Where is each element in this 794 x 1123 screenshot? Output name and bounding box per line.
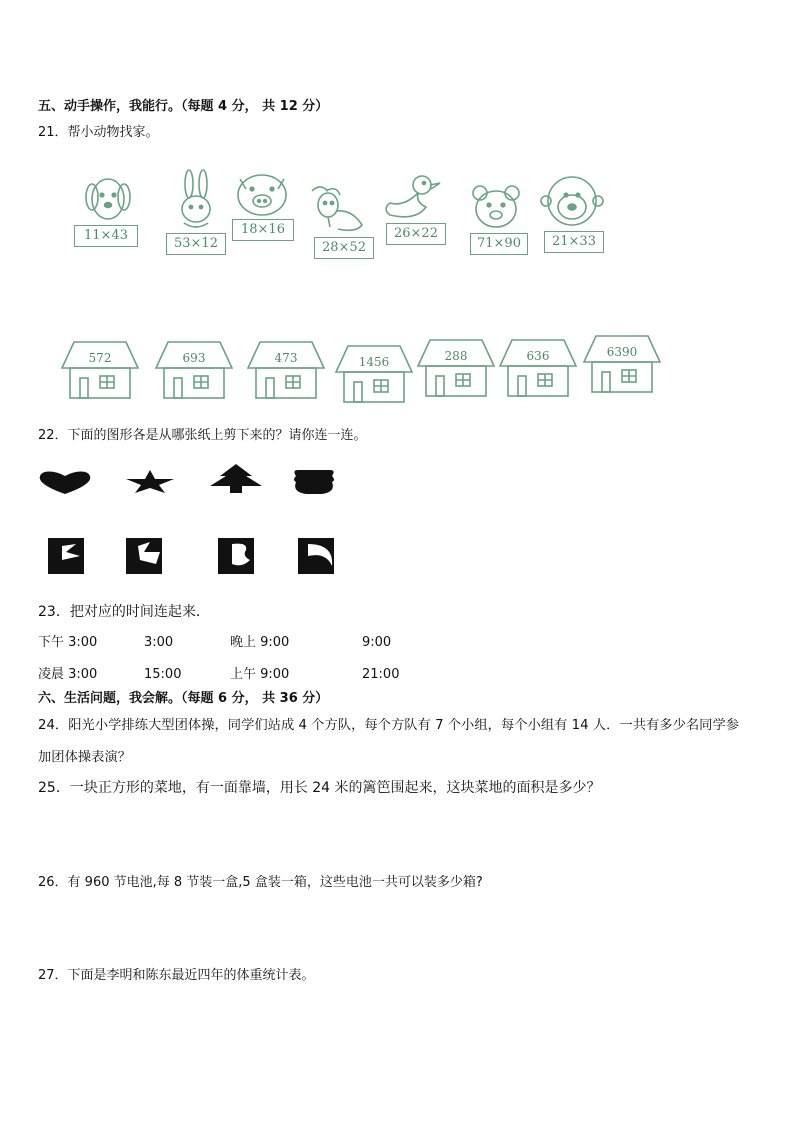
house-6 <box>498 336 578 398</box>
house-row <box>60 334 670 398</box>
pig-icon <box>232 169 292 221</box>
bear-icon <box>470 183 522 231</box>
question-24-line-2: 加团体操表演？ <box>38 750 132 765</box>
animal-expr-duck: 26×22 <box>386 223 446 245</box>
time-row-2-a: 凌晨 3:00 <box>38 667 98 682</box>
figure-eight-shape <box>292 468 336 500</box>
animal-expr-goat: 28×52 <box>314 237 374 259</box>
time-row-2-c: 上午 9:00 <box>230 667 290 682</box>
animal-row <box>60 165 620 265</box>
dog-icon <box>78 173 138 233</box>
animal-expr-dog: 11×43 <box>74 225 138 247</box>
cut-paper-2 <box>126 538 162 578</box>
cut-paper-3 <box>218 538 254 578</box>
duck-icon <box>382 173 446 225</box>
cut-paper-4 <box>298 538 334 578</box>
house-number: 473 <box>274 351 298 365</box>
time-row-1-a: 下午 3:00 <box>38 635 98 650</box>
monkey-icon <box>540 173 604 231</box>
house-number: 288 <box>444 349 468 363</box>
question-21: 21．帮小动物找家。 <box>38 125 159 140</box>
house-7 <box>582 332 662 394</box>
rabbit-icon <box>172 169 222 235</box>
time-row-2-d: 21:00 <box>362 667 400 682</box>
house-2 <box>154 338 234 400</box>
house-number: 636 <box>526 349 550 363</box>
time-row-2-b: 15:00 <box>144 667 182 682</box>
animal-expr-pig: 18×16 <box>232 219 294 241</box>
time-row-1-b: 3:00 <box>144 635 174 650</box>
heart-shape <box>38 470 92 500</box>
time-row-1-d: 9:00 <box>362 635 392 650</box>
animal-expr-bear: 71×90 <box>470 233 528 255</box>
house-number: 6390 <box>606 345 638 359</box>
house-3 <box>246 338 326 400</box>
animal-expr-rabbit: 53×12 <box>166 233 226 255</box>
house-5 <box>416 336 496 398</box>
section-5-heading: 五、动手操作，我能行。（每题 4 分， 共 12 分） <box>38 99 329 114</box>
tree-shape <box>208 462 264 498</box>
time-row-1-c: 晚上 9:00 <box>230 635 290 650</box>
cut-paper-1 <box>48 538 84 578</box>
question-22: 22．下面的图形各是从哪张纸上剪下来的？请你连一连。 <box>38 428 367 443</box>
house-number: 572 <box>88 351 112 365</box>
question-24-line-1: 24．阳光小学排练大型团体操，同学们站成 4 个方队，每个方队有 7 个小组，每个小组有 14 人．一共有多少名同学参 <box>38 718 740 733</box>
question-23: 23．把对应的时间连起来． <box>38 604 210 620</box>
star-shape <box>124 468 176 498</box>
section-6-heading: 六、生活问题，我会解。（每题 6 分， 共 36 分） <box>38 691 329 706</box>
house-number: 1456 <box>358 355 390 369</box>
question-26: 26．有 960 节电池,每 8 节装一盒,5 盒装一箱，这些电池一共可以装多少箱? <box>38 875 483 890</box>
house-number: 693 <box>182 351 206 365</box>
question-27: 27．下面是李明和陈东最近四年的体重统计表。 <box>38 968 315 983</box>
animal-expr-monkey: 21×33 <box>544 231 604 253</box>
goat-icon <box>306 181 368 237</box>
house-1 <box>60 338 140 400</box>
house-4 <box>334 342 414 404</box>
question-25: 25．一块正方形的菜地，有一面靠墙，用长 24 米的篱笆围起来，这块菜地的面积是多少？ <box>38 780 601 796</box>
